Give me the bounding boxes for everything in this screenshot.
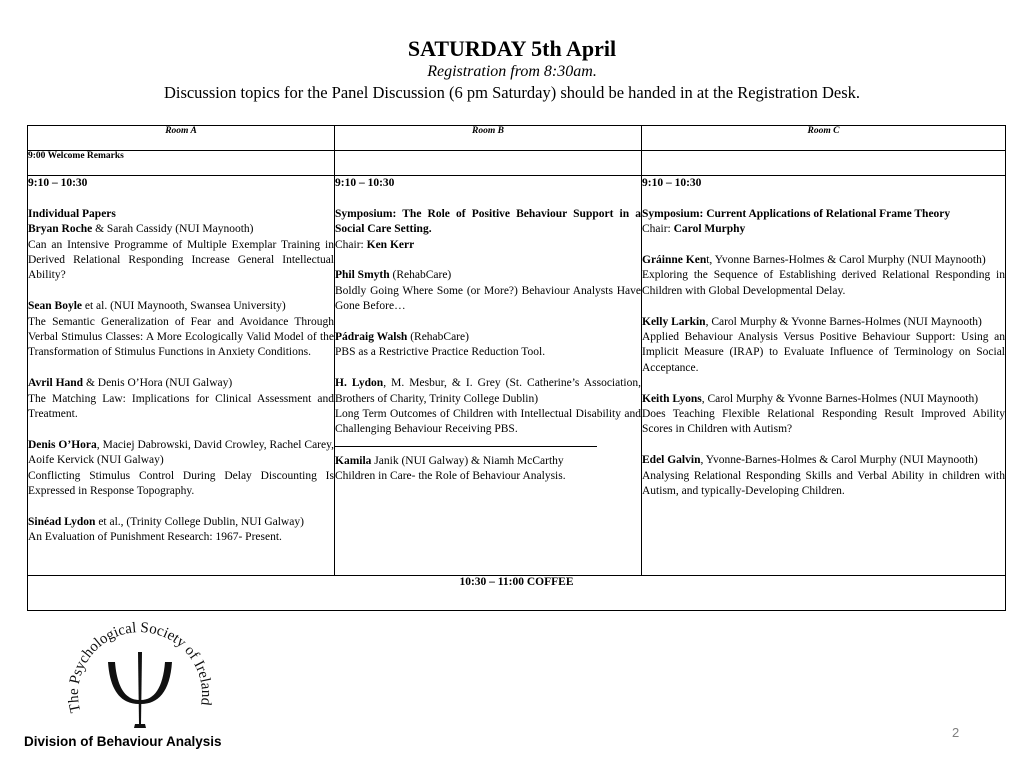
presenter-line: Keith Lyons, Carol Murphy & Yvonne Barnes-Holmes (NUI Maynooth): [642, 392, 979, 405]
talk-title: An Evaluation of Punishment Research: 1967- Present.: [28, 531, 282, 544]
coffee-row: [28, 576, 1006, 611]
room-b-header: Room B: [335, 126, 642, 151]
session-heading: Symposium: Current Applications of Relational Frame Theory: [642, 207, 951, 220]
presenter-line: Gráinne Kent, Yvonne Barnes-Holmes & Carol Murphy (NUI Maynooth): [642, 254, 986, 266]
psi-logo: [60, 612, 220, 730]
presenter-line: Bryan Roche & Sarah Cassidy (NUI Maynooth): [28, 223, 254, 236]
talk-title: Applied Behaviour Analysis Versus Positive Behaviour Support: Using an Implicit Measure (IRAP) to Evaluate Influence of Terminology on Social Acceptance.: [642, 331, 1005, 374]
session-time: 9:10 – 10:30: [642, 177, 702, 189]
talk-title: The Matching Law: Implications for Clinical Assessment and Treatment.: [28, 392, 334, 421]
room-b-session: [335, 176, 642, 576]
talk-title: Boldly Going Where Some (or More?) Behaviour Analysts Have Gone Before…: [335, 284, 641, 313]
talk-title: Children in Care- the Role of Behaviour Analysis.: [335, 470, 566, 483]
coffee-break: 10:30 – 11:00 COFFEE: [28, 576, 1006, 611]
talk-title: Long Term Outcomes of Children with Intellectual Disability and Challenging Behaviour Receiving PBS.: [335, 408, 641, 436]
talk-title: Does Teaching Flexible Relational Responding Result Improved Ability Scores in Children with Autism?: [642, 408, 1005, 436]
room-c-session: [642, 176, 1006, 576]
room-c-header: Room C: [642, 126, 1006, 151]
empty-cell: [335, 151, 642, 176]
page-header: [0, 36, 1024, 104]
division-label: Division of Behaviour Analysis: [24, 734, 222, 749]
logo-ring-text: The Psychological Society of Ireland: [65, 619, 215, 715]
talk-title: Exploring the Sequence of Establishing derived Relational Responding in Children with Global Developmental Delay.: [642, 269, 1005, 297]
presenter-line: Avril Hand & Denis O’Hora (NUI Galway): [28, 377, 233, 390]
presenter-line: Sean Boyle et al. (NUI Maynooth, Swansea University): [28, 300, 286, 313]
room-header-row: [28, 126, 1006, 151]
talk-title: Analysing Relational Responding Skills and Verbal Ability in children with Autism, and typically-Developing Children.: [642, 469, 1005, 498]
session-time: 9:10 – 10:30: [28, 177, 88, 189]
presenter-line: H. Lydon, M. Mesbur, & I. Grey (St. Catherine’s Association, Brothers of Charity, Trinity College Dublin): [335, 377, 641, 405]
session-row: [28, 176, 1006, 576]
presenter-line: Sinéad Lydon et al., (Trinity College Dublin, NUI Galway): [28, 515, 304, 528]
session-heading: Individual Papers: [28, 207, 116, 220]
page-number: 2: [952, 725, 960, 740]
presenter-line: Pádraig Walsh (RehabCare): [335, 331, 469, 344]
presenter-line: Kelly Larkin, Carol Murphy & Yvonne Barnes-Holmes (NUI Maynooth): [642, 315, 982, 328]
room-a-header: Room A: [28, 126, 335, 151]
session-time: 9:10 – 10:30: [335, 177, 395, 189]
talk-title: Can an Intensive Programme of Multiple Exemplar Training in Derived Relational Responding Increase General Intellectual Ability?: [28, 238, 334, 282]
page-title: SATURDAY 5th April: [407, 36, 617, 61]
room-a-session: [28, 176, 335, 576]
chair-line: Chair: Carol Murphy: [642, 223, 746, 236]
panel-discussion-note: Discussion topics for the Panel Discussion (6 pm Saturday) should be handed in at the Registration Desk.: [163, 83, 861, 102]
presenter-line: Edel Galvin, Yvonne-Barnes-Holmes & Carol Murphy (NUI Maynooth): [642, 454, 978, 467]
welcome-row: [28, 151, 1006, 176]
talk-title: Conflicting Stimulus Control During Delay Discounting Is Expressed in Response Topography.: [28, 469, 334, 498]
presenter-line: Kamila Janik (NUI Galway) & Niamh McCarthy: [335, 454, 564, 467]
presenter-line: Phil Smyth (RehabCare): [335, 269, 452, 282]
empty-cell: [642, 151, 1006, 176]
schedule-table: [27, 125, 1006, 611]
session-heading: Symposium: The Role of Positive Behaviour Support in a Social Care Setting.: [335, 207, 641, 236]
registration-time: Registration from 8:30am.: [427, 63, 597, 80]
chair-line: Chair: Ken Kerr: [335, 238, 415, 251]
talk-title: PBS as a Restrictive Practice Reduction Tool.: [335, 346, 546, 359]
talk-title: The Semantic Generalization of Fear and Avoidance Through Verbal Stimulus Classes: A More Ecologically Valid Model of the Transformation of Stimulus Functions in Anxiety Conditions.: [28, 315, 334, 359]
presenter-line: Denis O’Hora, Maciej Dabrowski, David Crowley, Rachel Carey, Aoife Kervick (NUI Galway): [28, 438, 334, 467]
welcome-remarks: 9:00 Welcome Remarks: [28, 151, 335, 176]
psi-symbol-icon: [108, 652, 172, 728]
separator-line: [335, 438, 597, 447]
